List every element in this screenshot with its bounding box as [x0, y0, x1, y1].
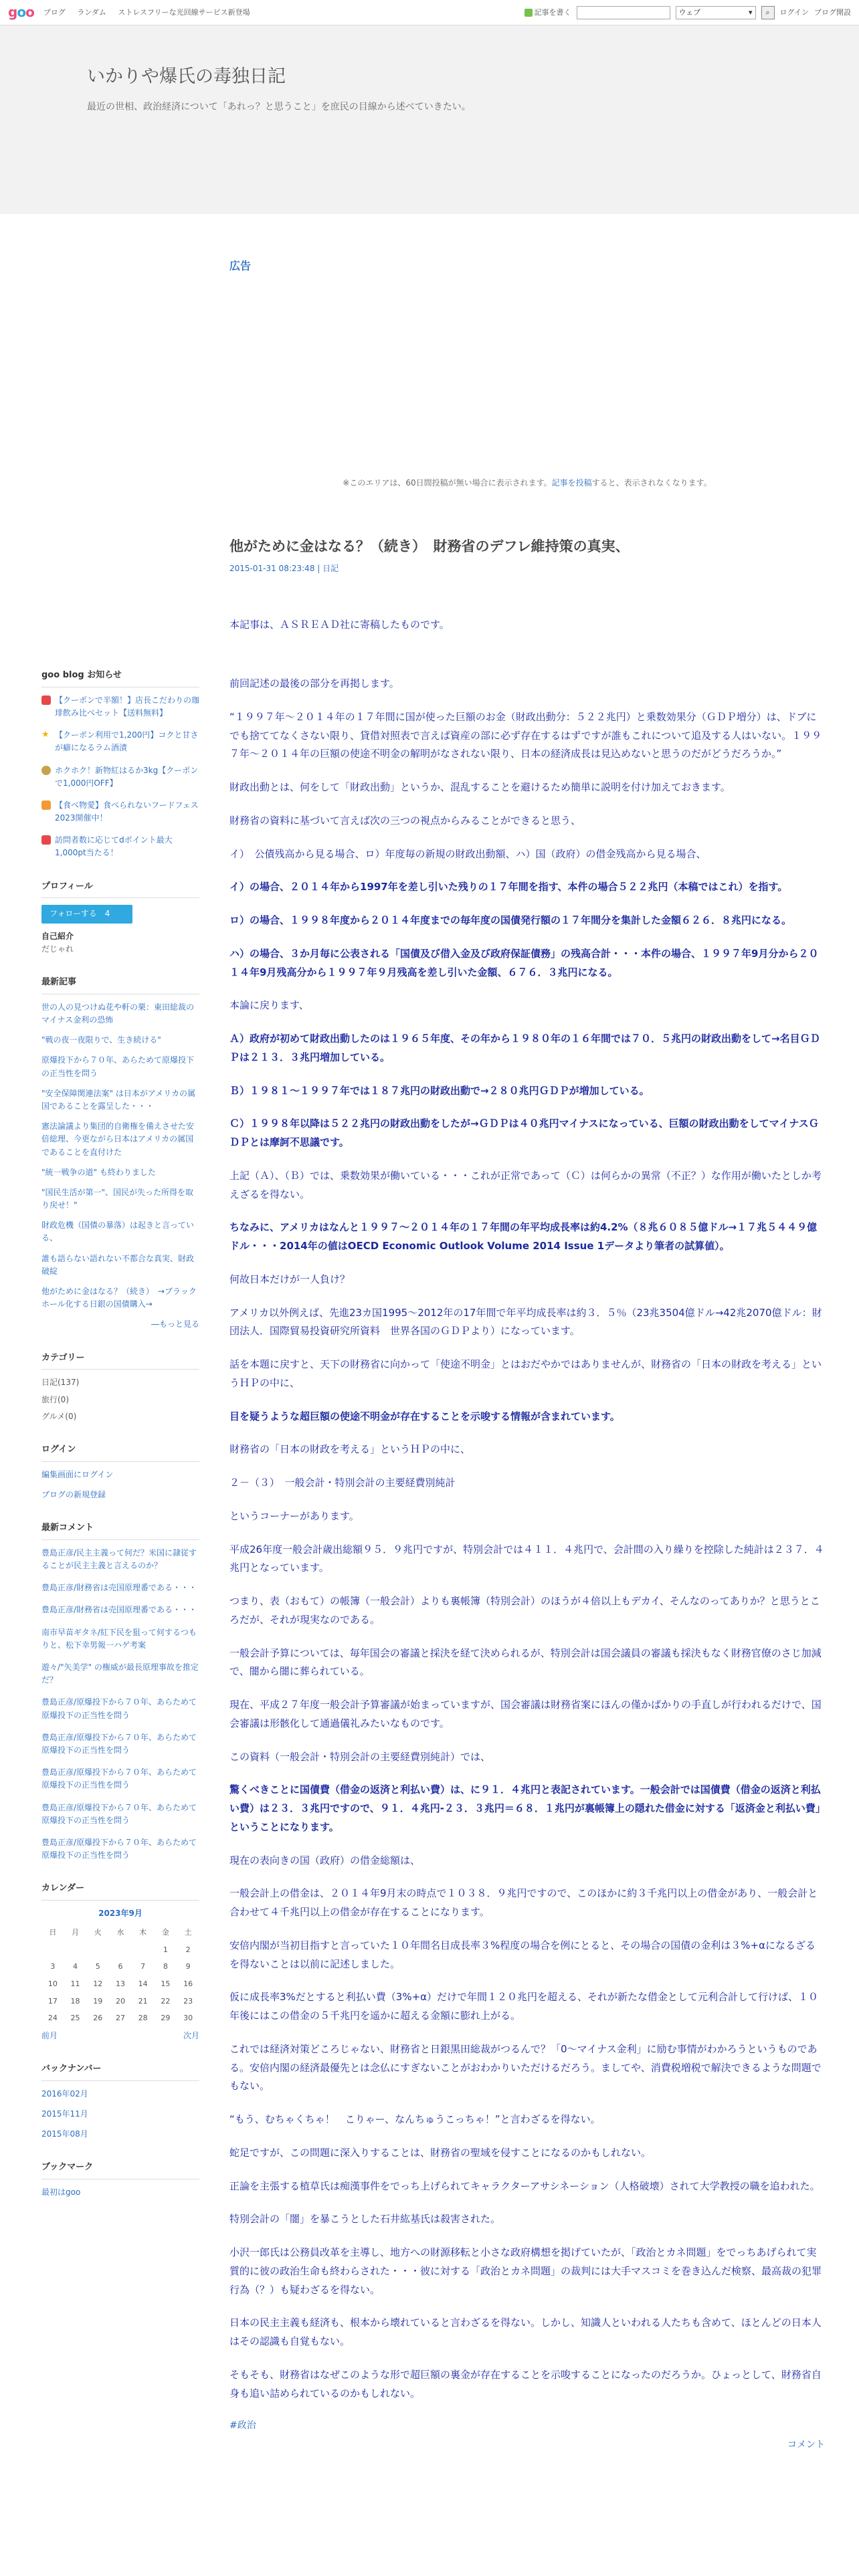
face-icon — [41, 766, 51, 775]
calendar-day: 28 — [138, 2014, 148, 2023]
calendar-day — [86, 1941, 109, 1959]
star-icon: ★ — [41, 730, 50, 740]
post-paragraph: 上記（Ａ）、（Ｂ）では、乗数効果が働いている・・・これが正常であって（Ｃ）は何らかの異常（不正？）な作用が働いたとしか考えざるを得ない。 — [229, 1169, 822, 1200]
post-paragraph: ロ）の場合、１９９８年度から２０１４年度までの毎年度の国債発行額の１７年間分を集計した金額６２６．８兆円になる。 — [229, 914, 792, 927]
comment-link[interactable]: コメント — [787, 2439, 825, 2450]
point-icon — [41, 835, 51, 845]
backnumber-link[interactable]: 2015年08月 — [41, 2129, 88, 2139]
post-paragraph: 財務省の資料に基づいて言えば次の三つの視点からみることができると思う、 — [229, 814, 581, 827]
post-paragraph: これでは経済対策どころじゃない、財務省と日銀黒田総裁がつるんで？「0～マイナス金利」に励む事情がわかろうというものである。安倍内閣の経済最優先とは念仏にすぎないことがおわかりいただけるだろう。ましてや、消費税増税で解決できるような問題でもない。 — [229, 2042, 822, 2092]
calendar-day: 10 — [47, 1979, 58, 1989]
post-paragraph: 財政出動とは、何をして「財政出動」というか、混乱することを避けるため簡単に説明を付け加えておきます。 — [229, 781, 731, 794]
calendar-weekday: 火 — [94, 1928, 102, 1937]
recent-post-link[interactable]: 誰も語らない語れない不都合な真実、財政破綻 — [41, 1253, 195, 1276]
recent-post-link[interactable]: 他がために金はなる？（続き） →ブラックホール化する日銀の国債購入→ — [41, 1287, 197, 1309]
food-icon — [41, 800, 51, 810]
category-link[interactable]: 日記(137) — [41, 1378, 80, 1388]
category-heading: カテゴリー — [41, 1352, 199, 1370]
post-paragraph: 何故日本だけが一人負け？ — [229, 1273, 351, 1285]
comment-item[interactable]: 豊島正彦/原爆投下から７０年、あらためて原爆投下の正当性を問う — [41, 1802, 197, 1825]
recent-heading: 最新記事 — [41, 976, 199, 994]
notice-item[interactable]: ★ 【クーポン利用で1,200円】コクと甘さが癖になるラム酒漬 — [41, 730, 199, 753]
calendar-week — [41, 1941, 199, 1959]
recent-post-link[interactable]: "安全保障関連法案" は日本がアメリカの属国であることを露呈した・・・ — [41, 1088, 196, 1111]
calendar-day: 18 — [70, 1996, 80, 2006]
calendar-day: 4 — [73, 1962, 78, 1971]
post-paragraph: ２－（３） 一般会計・特別会計の主要経費別純計 — [229, 1477, 456, 1489]
calendar-prev-link[interactable]: 前月 — [41, 2030, 58, 2040]
ad-area — [229, 276, 825, 476]
post-paragraph: 驚くべきことに国債費（借金の返済と利払い費）は、に９１．４兆円と表記されています。一般会計では国債費（借金の返済と利払い費）は２３．３兆円ですので、９１．４兆円-２３．３兆円＝６８．１兆円が裏帳簿上の隠れた借金に対する「返済金と利払い費」ということになります。 — [229, 1784, 821, 1833]
calendar-month: 2023年9月 — [98, 1909, 142, 1919]
calendar-day: 22 — [161, 1996, 171, 2006]
post-paragraph: ちなみに、アメリカはなんと１９９７～２０１４年の１７年間の年平均成長率は約4.2%（８兆６０８５億ドル→１７兆５４４９億ドル・・・2014年の値はOECD Economic Outlook Volume 2014 Issue 1データより筆者の試算値）。 — [229, 1221, 818, 1253]
post-title[interactable]: 他がために金はなる？（続き） 財務省のデフレ維持策の真実、 — [229, 538, 630, 554]
comment-item[interactable]: 豊島正彦/財務省は売国原理番である・・・ — [41, 1583, 197, 1593]
intro-text: だじゃれ — [41, 944, 74, 954]
calendar-day: 6 — [118, 1962, 123, 1971]
backnumber-heading: バックナンバー — [41, 2062, 199, 2081]
main-content — [229, 214, 825, 2453]
calendar-weekday: 水 — [116, 1928, 124, 1937]
nav-random[interactable]: ランダム — [77, 7, 106, 17]
post-paragraph: 仮に成長率3%だとすると利払い費（3%+α）だけで年間１２０兆円を超える、それが新たな借金として元利合計して行けば、１０年後にはこの借金の５千兆円を遥かに超える金額に膨れ上がる。 — [229, 1991, 819, 2022]
blog-title[interactable]: いかりや爆氏の毒独日記 — [87, 66, 286, 87]
pen-icon — [524, 9, 533, 17]
post-paragraph: アメリカ以外例えば、先進23カ国1995～2012年の17年間で年平均成長率は約３．５％（23兆3504億ドル→42兆2070億ドル：財団法人．国際貿易投資研究所資料 世界各国のＧＤＰより）になっています。 — [229, 1306, 822, 1337]
post-paragraph: 話を本題に戻すと、天下の財務省に向かって「使途不明金」とはおだやかではありませんが、財務省の「日本の財政を考える」というＨＰの中に、 — [229, 1358, 822, 1389]
post-paragraph: この資料（一般会計・特別会計の主要経費別純計）では、 — [229, 1750, 491, 1763]
calendar-week — [41, 1975, 199, 1993]
comment-item[interactable]: 豊島正彦/原爆投下から７０年、あらためて原爆投下の正当性を問う — [41, 1837, 197, 1860]
recent-post-link[interactable]: 世の人の見つけぬ花や軒の栗：東田総裁のマイナス金利の恐怖 — [41, 1002, 195, 1025]
post-paragraph: 一般会計予算については、毎年国会の審議と採決を経て決められるが、特別会計は国会議員の審議も採決もなく財務官僚のさじ加減で、闇から闇に葬られている。 — [229, 1646, 822, 1678]
chevron-down-icon: ▾ — [749, 7, 753, 17]
recent-post-link[interactable]: 原爆投下から７０年、あらためて原爆投下の正当性を問う — [41, 1055, 195, 1078]
backnumber-link[interactable]: 2015年11月 — [41, 2109, 88, 2119]
post-paragraph: 正論を主張する植草氏は痴漢事件をでっち上げられてキャラクターアサシネーション（人格破壊）されて大学教授の職を追われた。 — [229, 2179, 820, 2192]
top-right — [524, 6, 851, 19]
calendar-day: 29 — [161, 2014, 171, 2023]
calendar-weekday: 土 — [184, 1928, 192, 1937]
calendar-day: 12 — [93, 1979, 103, 1989]
search-button[interactable] — [761, 6, 775, 19]
post-paragraph: 現在、平成２７年度一般会計予算審議が始まっていますが、国会審議は財務省案にほんの僅かばかりの手直しが行われるだけで、国会審議は形骸化して通過儀礼みたいなものです。 — [229, 1699, 822, 1729]
category-link[interactable]: グルメ(0) — [41, 1411, 77, 1421]
post-paragraph: “もう、むちゃくちゃ！ こりゃー、なんちゅうこっちゃ！”と言わざるを得ない。 — [229, 2113, 601, 2126]
calendar-weekday: 月 — [72, 1928, 80, 1937]
new-blog-link[interactable]: ブログの新規登録 — [41, 1489, 106, 1499]
recent-post-link[interactable]: "戦の夜一夜限りで、生き続ける" — [41, 1035, 161, 1045]
comments-heading: 最新コメント — [41, 1521, 199, 1540]
calendar-weekday: 金 — [161, 1928, 169, 1937]
coupon-icon — [41, 695, 51, 705]
post-paragraph: というコーナーがあります。 — [229, 1509, 359, 1522]
post-paragraph: 目を疑うような超巨額の使途不明金が存在することを示唆する情報が含まれています。 — [229, 1410, 620, 1422]
calendar-day: 19 — [93, 1996, 103, 2006]
post-paragraph: イ） 公債残高から見る場合、ロ）年度毎の新規の財政出動額、ハ）国（政府）の借金残高から見る場合、 — [229, 847, 706, 860]
blog-header — [0, 25, 859, 214]
post-paragraph: 蛇足ですが、この問題に深入りすることは、財務省の聖域を侵すことになるのかもしれない。 — [229, 2146, 652, 2159]
recent-post-link[interactable]: 財政危機（国債の暴落）は起きと言っている、 — [41, 1220, 195, 1243]
calendar-day: 30 — [183, 2014, 193, 2023]
login-heading: ログイン — [41, 1443, 199, 1462]
comment-item[interactable]: 遊々/"矢美学" の権威が最長原理事故を推定だ？ — [41, 1662, 199, 1685]
post-paragraph: ハ）の場合、３か月毎に公表される「国債及び借入金及び政府保証債務」の残高合計・・・本件の場合、１９９７年9月分から２０１４年9月残高分から１９９７年９月残高を差し引いた金額、６７６．３兆円になる。 — [229, 947, 819, 978]
notice-heading: goo blog お知らせ — [41, 669, 199, 687]
search-icon: ⌕ — [765, 7, 770, 17]
notice-item[interactable]: 【クーポンで半額！】店長こだわりの珈琲飲み比べセット【送料無料】 — [41, 694, 199, 720]
search-input[interactable] — [577, 6, 670, 19]
calendar-day: 2 — [185, 1945, 191, 1954]
post-meta[interactable]: 2015-01-31 08:23:48 | 日記 — [229, 564, 339, 574]
post-paragraph: 財務省の「日本の財政を考える」というＨＰの中に、 — [229, 1443, 471, 1456]
post-paragraph: Ｂ）１９８１～１９９７年では１８７兆円の財政出動で→２８０兆円ＧＤＰが増加している。 — [229, 1084, 650, 1097]
calendar-week — [41, 1958, 199, 1975]
login-link[interactable]: ログイン — [779, 7, 809, 17]
post-paragraph: 本論に戻ります、 — [229, 999, 309, 1012]
calendar-day: 14 — [138, 1979, 148, 1989]
post-paragraph: そもそも、財務省はなぜこのような形で超巨額の裏金が存在することを示唆することになったのだろうか。ひょっとして、財務省自身も追い詰められているのかもしれない。 — [229, 2368, 822, 2399]
calendar-heading: カレンダー — [41, 1882, 199, 1901]
post-article-link[interactable]: 記事を投稿 — [551, 478, 592, 488]
search-scope-select[interactable]: ウェブ ▾ — [676, 6, 756, 19]
calendar-day: 1 — [163, 1945, 168, 1954]
comment-item[interactable]: 豊島正彦/財務省は売国原理番である・・・ — [41, 1605, 197, 1615]
calendar-day: 23 — [183, 1996, 193, 2006]
ad-label: 広告 — [229, 259, 252, 272]
follow-button[interactable]: フォローする 4 — [41, 905, 132, 923]
post-paragraph: 一般会計上の借金は、２０１４年9月末の時点で１０３８．９兆円ですので、このほかに約３千兆円以上の借金があり、一般会計と合わせて４千兆円以上の借金が存在することになります。 — [229, 1887, 818, 1919]
calendar-day: 25 — [70, 2014, 80, 2023]
write-post-button[interactable]: 記事を書く — [524, 6, 571, 19]
post-paragraph: 本記事は、ＡＳＲＥＡＤ社に寄稿したものです。 — [229, 619, 450, 631]
comment-item[interactable]: 豊島正彦/原爆投下から７０年、あらためて原爆投下の正当性を問う — [41, 1697, 197, 1720]
open-blog-link[interactable]: ブログ開設 — [814, 7, 851, 17]
post-paragraph: 小沢一郎氏は公務員改革を主導し、地方への財源移転と小さな政府構想を掲げていたが、「政治とカネ問題」をでっちあげられて実質的に彼の政治生命も終わらされた・・・彼に対する「政治とカネ問題」の裁判には大手マスコミを巻き込んだ検察、最高裁の犯罪行為（？）も疑わざるを得ない。 — [229, 2246, 822, 2296]
calendar-day: 11 — [70, 1979, 80, 1989]
notice-item[interactable]: ホクホク！新物紅はるか3kg【クーポンで1,000円OFF】 — [41, 764, 199, 790]
calendar-table — [41, 1924, 199, 2027]
calendar-day: 20 — [115, 1996, 125, 2006]
top-bar — [0, 0, 859, 25]
more-link[interactable]: ―もっと見る — [151, 1319, 199, 1329]
calendar-week — [41, 1993, 199, 2010]
calendar-day: 24 — [47, 2014, 58, 2023]
category-link[interactable]: 旅行(0) — [41, 1394, 69, 1404]
comment-item[interactable]: 豊島正彦/民主主義って何だ？米国に隷従することが民主主義と言えるのか？ — [41, 1547, 197, 1571]
calendar-day — [109, 1941, 132, 1959]
calendar-day: 5 — [95, 1962, 100, 1971]
calendar-weekday: 日 — [49, 1928, 57, 1937]
calendar-day: 21 — [138, 1996, 148, 2006]
calendar-day: 15 — [161, 1979, 171, 1989]
blog-description: 最近の世相、政治経済について「あれっ？と思うこと」を庶民の目線から述べていきたい。 — [87, 101, 471, 112]
ad-note: ※このエリアは、60日間投稿が無い場合に表示されます。記事を投稿すると、表示されなくなります。 — [343, 478, 712, 488]
recent-post-link[interactable]: "統一戦争の道" も終わりました — [41, 1167, 156, 1177]
post-paragraph: イ）の場合、２０１４年から1997年を差し引いた残りの１７年間を指す、本件の場合５２２兆円（本稿ではこれ）を指す。 — [229, 881, 788, 893]
calendar-week — [41, 2010, 199, 2027]
post-paragraph: Ｃ）１９９８年以降は５２２兆円の財政出動をしたが→ＧＤＰは４０兆円マイナスになっている、巨額の財政出動をしてマイナスＧＤＰとは摩訶不思議です。 — [229, 1117, 819, 1149]
post-tag[interactable]: #政治 — [229, 2420, 256, 2432]
edit-login-link[interactable]: 編集画面にログイン — [41, 1469, 114, 1479]
post-paragraph: つまり、表（おもて）の帳簿（一般会計）よりも裏帳簿（特別会計）のほうが４倍以上もデカイ、そんなのってありか？と思うところだが、それが現実なのである。 — [229, 1595, 820, 1626]
post-paragraph: “１９９７年～２０１４年の１７年間に国が使った巨額のお金（財政出動分：５２２兆円）と乗数効果分（ＧＤＰ増分）は、ドブにでも捨ててなくさない限り、貸借対照表で言えば資産の部に必ず存在するはずですが誰もこれについて追及する人はいない。１９９７年～２０１４年の巨額の使途不明金の解明がなされない限り、日本の経済成長は見込めないと思うのだがどうだろうか。” — [229, 710, 822, 760]
post-paragraph: 前回記述の最後の部分を再掲します。 — [229, 677, 399, 690]
post-paragraph: 日本の民主主義も経済も、根本から壊れていると言わざるを得ない。しかし、知識人といわれる人たちも含めて、ほとんどの日本人はその認識も自覚もない。 — [229, 2317, 822, 2348]
page-layout — [0, 214, 859, 2453]
goo-logo[interactable]: goo — [8, 4, 34, 20]
nav-blog[interactable]: ブログ — [43, 7, 66, 17]
recent-post-link[interactable]: "国民生活が第一"、国民が失った所得を取り戻せ！" — [41, 1187, 194, 1210]
calendar-day: 16 — [183, 1979, 193, 1989]
calendar-day — [132, 1941, 155, 1959]
bookmark-heading: ブックマーク — [41, 2161, 199, 2179]
comment-item[interactable]: 豊島正彦/原爆投下から７０年、あらためて原爆投下の正当性を問う — [41, 1732, 197, 1755]
calendar-day: 13 — [115, 1979, 125, 1989]
post-paragraph: Ａ）政府が初めて財政出動したのは１９６５年度、その年から１９８０年の１６年間では７０．５兆円の財政出動をして→名目ＧＤＰは２１３．３兆円増加している。 — [229, 1033, 820, 1063]
calendar-day: 9 — [185, 1962, 191, 1971]
post-body — [229, 616, 825, 2403]
intro-heading: 自己紹介 — [41, 931, 74, 941]
post-paragraph: 平成26年度一般会計歳出総額９５．９兆円ですが、特別会計では４１１．４兆円で、会計間の入り繰りを控除した純計は２３７．４兆円となっています。 — [229, 1543, 824, 1574]
calendar-day: 27 — [115, 2014, 125, 2023]
calendar-nav — [41, 2030, 199, 2042]
calendar-day: 17 — [47, 1996, 58, 2006]
backnumber-link[interactable]: 2016年02月 — [41, 2088, 88, 2099]
post-paragraph: 特別会計の「闇」を暴こうとした石井紘基氏は殺害された。 — [229, 2213, 501, 2226]
calendar-day: 26 — [93, 2014, 103, 2023]
comment-item[interactable]: 南市早苗ギタネ/紅下民を狙って何するつもりと、松下幸男報一ハゲ考案 — [41, 1627, 197, 1650]
notice-item[interactable]: 【食べ物愛】食べられないフードフェス2023開催中！ — [41, 799, 199, 825]
calendar-next-link[interactable]: 次月 — [183, 2030, 199, 2040]
nav-promo[interactable]: ストレスフリーな光回線サービス新登場 — [118, 7, 250, 17]
sidebar — [41, 214, 199, 2453]
calendar-weekday: 木 — [139, 1928, 147, 1937]
recent-post-link[interactable]: 憲法論議より集団的自衛権を備えさせた安倍総理、今更ながら日本はアメリカの属国であることを直付けた — [41, 1121, 195, 1157]
calendar-day — [41, 1941, 64, 1959]
calendar-day: 8 — [163, 1962, 168, 1971]
profile-heading: プロフィール — [41, 880, 199, 899]
post-paragraph: 現在の表向きの国（政府）の借金総額は、 — [229, 1854, 421, 1866]
bookmark-link[interactable]: 最初はgoo — [41, 2187, 81, 2197]
post-paragraph: 安倍内閣が当初目指すと言っていた１０年間名目成長率３%程度の場合を例にとると、その場合の国債の金利は３%+αになるざるを得ないことは以前に記述しました。 — [229, 1939, 816, 1970]
calendar-day: 7 — [140, 1962, 146, 1971]
comment-item[interactable]: 豊島正彦/原爆投下から７０年、あらためて原爆投下の正当性を問う — [41, 1767, 197, 1790]
calendar-day: 3 — [50, 1962, 56, 1971]
notice-item[interactable]: 訪問者数に応じてdポイント最大1,000pt当たる！ — [41, 834, 199, 859]
calendar-day — [64, 1941, 87, 1959]
top-nav — [43, 6, 260, 19]
